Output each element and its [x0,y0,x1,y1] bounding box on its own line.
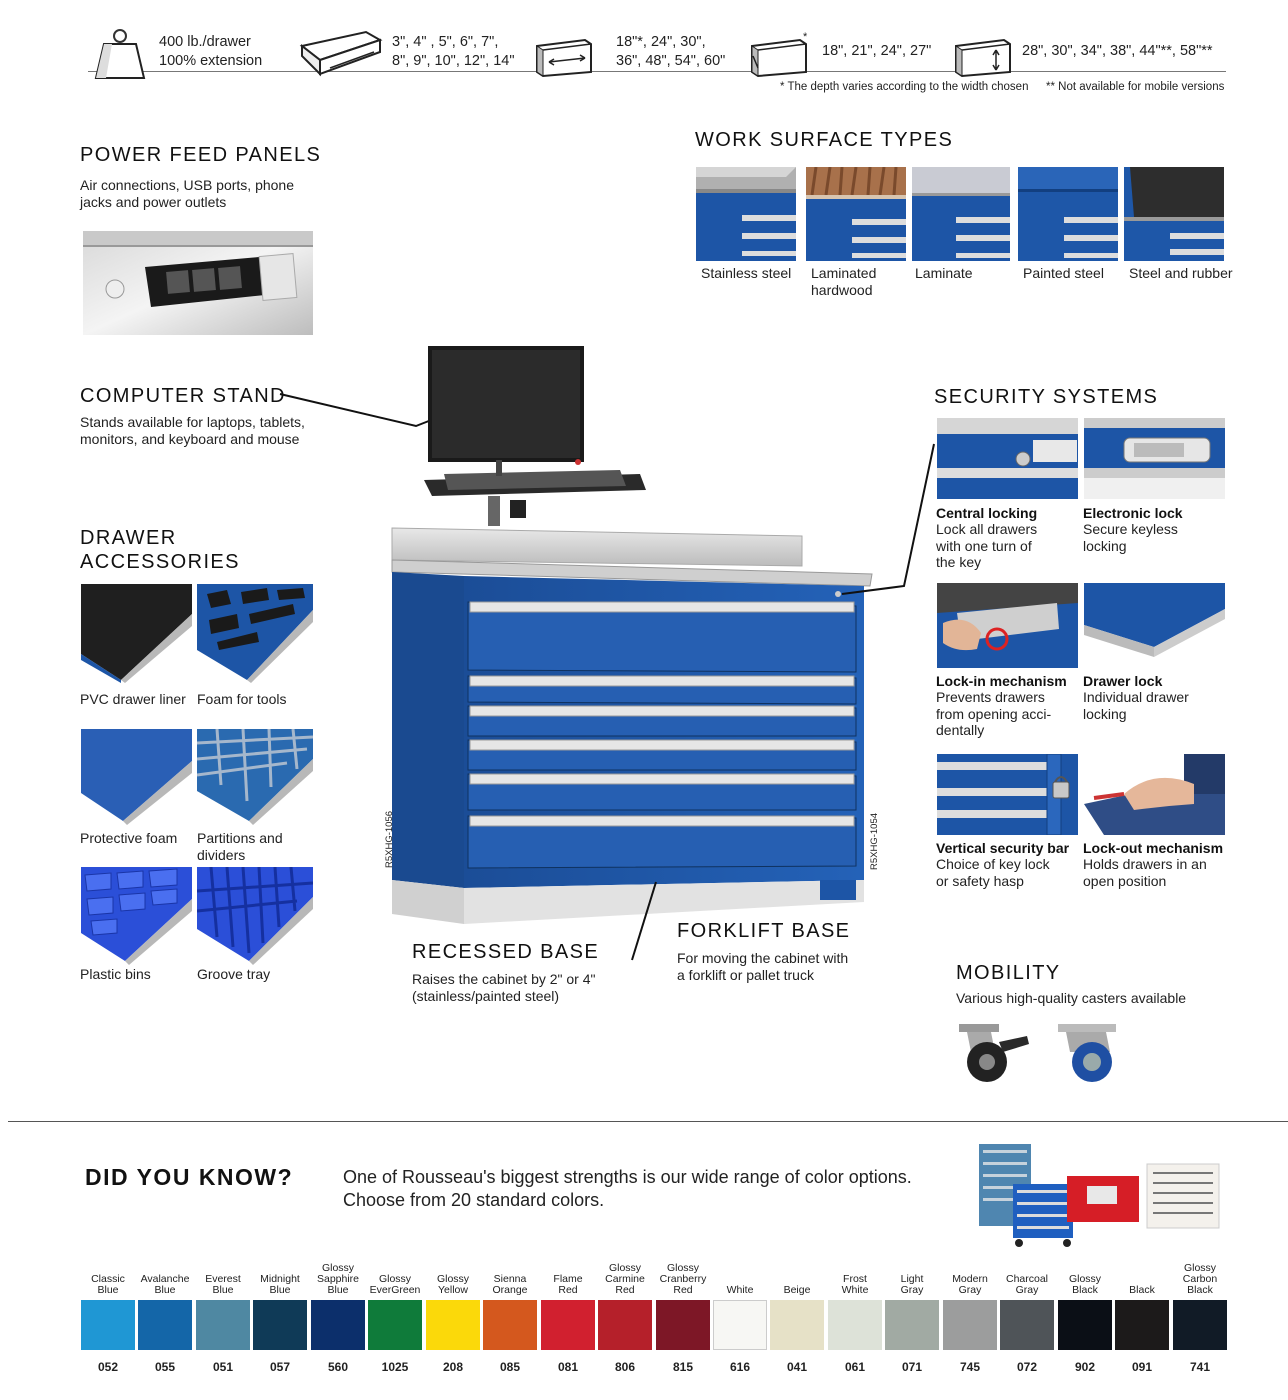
color-code: 055 [154,1360,176,1374]
color-code: 560 [327,1360,349,1374]
color-swatch [943,1300,997,1350]
power-feed-desc-line1: Air connections, USB ports, phone [80,177,295,193]
sec-desc-lockin-2: from opening acci- [936,705,1052,722]
work-surface-steel-rubber-image [1124,167,1224,261]
recessed-base-title: RECESSED BASE [412,941,600,963]
sec-desc-lockout-1: Holds drawers in an [1083,856,1207,872]
model-label-right: R5XHG-1054 [869,812,880,870]
computer-stand-desc-line2: monitors, and keyboard and mouse [80,431,300,447]
recessed-desc-line2: (stainless/painted steel) [412,988,560,1004]
power-feed-title: POWER FEED PANELS [80,144,322,166]
color-name: Black [1129,1284,1155,1296]
color-code: 1025 [381,1360,409,1374]
acc-label-pvc: PVC drawer liner [80,691,186,707]
color-code: 071 [901,1360,923,1374]
drawer-icon [296,26,384,80]
forklift-desc-line1: For moving the cabinet with [677,950,849,966]
work-surface-label-stainless: Stainless steel [701,265,792,281]
color-code: 745 [959,1360,981,1374]
color-name: Glossy Cranberry Red [659,1262,707,1296]
did-you-know-text-line2: Choose from 20 standard colors. [343,1190,605,1210]
weight-icon [92,28,148,82]
color-code: 081 [557,1360,579,1374]
sec-desc-vertical-bar-1: Choice of key lock [936,856,1050,872]
color-name: Beige [783,1284,811,1296]
sec-title-drawerlock: Drawer lock [1083,673,1163,689]
color-name: Frost White [841,1273,869,1296]
color-code: 085 [499,1360,521,1374]
work-surface-title: WORK SURFACE TYPES [695,129,954,151]
color-swatch [713,1300,767,1350]
forklift-callout-line [626,880,666,964]
color-swatch [885,1300,939,1350]
color-code: 041 [786,1360,808,1374]
lock-out-mechanism-image [1084,754,1225,835]
color-name: Midnight Blue [260,1273,300,1296]
spec-drawer-heights-line1: 3", 4" , 5", 6", 7", [392,34,499,50]
acc-label-protective-foam: Protective foam [80,830,178,846]
spec-divider-line [88,71,1226,72]
color-code: 741 [1189,1360,1211,1374]
spec-note-depth: * The depth varies according to the width chosen [780,81,1029,93]
spec-capacity-line2: 100% extension [159,53,263,69]
color-swatch [770,1300,824,1350]
color-swatch [656,1300,710,1350]
spec-depth-star: * [803,31,808,43]
color-swatch [483,1300,537,1350]
sec-desc-lockout-2: open position [1083,872,1167,889]
acc-label-foam-tools: Foam for tools [197,691,287,707]
acc-label-plastic-bins: Plastic bins [80,966,151,982]
caster-blue-icon [1052,1022,1132,1086]
height-icon [952,38,1014,78]
color-name: Glossy EverGreen [369,1273,421,1296]
color-code: 051 [212,1360,234,1374]
color-name: Sienna Orange [492,1273,528,1296]
electronic-lock-image [1084,418,1225,499]
work-surface-stainless-image [696,167,796,261]
forklift-desc-line2: a forklift or pallet truck [677,967,814,983]
spec-heights: 28", 30", 34", 38", 44"**, 58"** [1022,43,1213,59]
spec-widths-line1: 18"*, 24", 30", [616,34,706,50]
colored-cabinets-image [975,1140,1225,1248]
computer-stand-desc-line1: Stands available for laptops, tablets, [80,414,305,430]
color-name: Flame Red [553,1273,583,1296]
color-swatch [598,1300,652,1350]
acc-label-partitions: Partitions and [197,830,283,846]
spec-drawer-heights-line2: 8", 9", 10", 12", 14" [392,53,515,69]
color-swatch [81,1300,135,1350]
caster-black-icon [955,1022,1035,1086]
work-surface-hardwood-image [806,167,906,261]
security-callout-line [838,440,938,600]
acc-label-groove-tray: Groove tray [197,966,271,982]
color-swatch [138,1300,192,1350]
color-name: Charcoal Gray [1005,1273,1049,1296]
work-surface-label-hardwood: Laminated [811,265,877,281]
color-name: Glossy Carmine Red [605,1262,645,1296]
color-code: 806 [614,1360,636,1374]
plastic-bins-image [81,867,192,965]
sec-desc-vertical-bar-2: or safety hasp [936,872,1024,889]
mobility-title: MOBILITY [956,962,1061,984]
sec-title-lockout: Lock-out mechanism [1083,840,1224,856]
color-code: 061 [844,1360,866,1374]
color-swatch [426,1300,480,1350]
color-name: Glossy Black [1068,1273,1102,1296]
work-surface-label-hardwood-line2: hardwood [811,282,873,298]
recessed-desc-line1: Raises the cabinet by 2" or 4" [412,971,596,987]
work-surface-laminate-image [912,167,1010,261]
color-swatch [541,1300,595,1350]
acc-label-partitions-line2: dividers [197,847,246,863]
work-surface-label-laminate: Laminate [915,265,973,281]
spec-depths: 18", 21", 24", 27" [822,43,932,59]
power-feed-image [83,231,313,335]
drawer-acc-title-line2: ACCESSORIES [80,551,240,573]
sec-desc-lockin-3: dentally [936,722,985,738]
groove-tray-image [197,867,313,965]
sec-desc-drawerlock-1: Individual drawer [1083,689,1189,705]
drawer-lock-image [1084,583,1225,668]
drawer-acc-title-line1: DRAWER [80,527,177,549]
sec-desc-central-1: Lock all drawers [936,521,1038,537]
protective-foam-image [81,729,192,825]
color-code: 072 [1016,1360,1038,1374]
did-you-know-title: DID YOU KNOW? [85,1164,294,1190]
security-title: SECURITY SYSTEMS [934,386,1159,408]
work-surface-label-painted: Painted steel [1023,265,1104,281]
did-you-know-text-line1: One of Rousseau's biggest strengths is our wide range of color options. [343,1167,912,1187]
section-divider [8,1121,1288,1122]
central-locking-image [937,418,1078,499]
spec-capacity-line1: 400 lb./drawer [159,34,251,50]
color-swatch [828,1300,882,1350]
color-swatch [196,1300,250,1350]
color-name: Light Gray [900,1273,924,1296]
color-name: Classic Blue [91,1273,125,1296]
depth-icon [748,38,810,78]
power-feed-desc-line2: jacks and power outlets [80,194,227,210]
color-name: Everest Blue [205,1273,241,1296]
color-name: Glossy Yellow [436,1273,470,1296]
foam-for-tools-image [197,584,313,683]
model-label-left: R5XHG-1056 [384,810,395,868]
color-swatch [368,1300,422,1350]
computer-stand-title: COMPUTER STAND [80,385,286,407]
color-swatch [1000,1300,1054,1350]
sec-desc-lockin-1: Prevents drawers [936,689,1045,705]
color-swatch [253,1300,307,1350]
sec-title-lockin: Lock-in mechanism [936,673,1067,689]
color-swatch [311,1300,365,1350]
color-name: Modern Gray [952,1273,988,1296]
sec-desc-drawerlock-2: locking [1083,705,1127,722]
sec-desc-central-3: the key [936,554,982,570]
spec-widths-line2: 36", 48", 54", 60" [616,53,726,69]
sec-desc-electronic-1: Secure keyless [1083,521,1178,537]
color-code: 815 [672,1360,694,1374]
color-code: 052 [97,1360,119,1374]
color-swatch [1115,1300,1169,1350]
spec-note-mobile: ** Not available for mobile versions [1046,81,1225,93]
sec-title-electronic: Electronic lock [1083,505,1183,521]
sec-title-vertical-bar: Vertical security bar [936,840,1070,856]
sec-desc-central-2: with one turn of [936,537,1032,554]
lock-in-mechanism-image [937,583,1078,668]
pvc-drawer-liner-image [81,584,192,683]
color-code: 902 [1074,1360,1096,1374]
sec-desc-electronic-2: locking [1083,537,1127,554]
color-name: Glossy Carbon Black [1182,1262,1218,1296]
color-code: 091 [1131,1360,1153,1374]
color-code: 057 [269,1360,291,1374]
work-surface-painted-steel-image [1018,167,1118,261]
width-icon [533,38,595,78]
color-name: Glossy Sapphire Blue [316,1262,360,1296]
color-code: 208 [442,1360,464,1374]
color-code: 616 [729,1360,751,1374]
forklift-base-title: FORKLIFT BASE [677,920,851,942]
cabinet-image [370,340,890,930]
color-name: Avalanche Blue [140,1273,190,1296]
work-surface-label-rubber: Steel and rubber [1129,265,1233,281]
sec-title-central: Central locking [936,505,1038,521]
mobility-desc: Various high-quality casters available [956,990,1187,1006]
vertical-security-bar-image [937,754,1078,835]
color-swatch [1058,1300,1112,1350]
color-swatch [1173,1300,1227,1350]
color-name: White [726,1284,754,1296]
partitions-dividers-image [197,729,313,825]
